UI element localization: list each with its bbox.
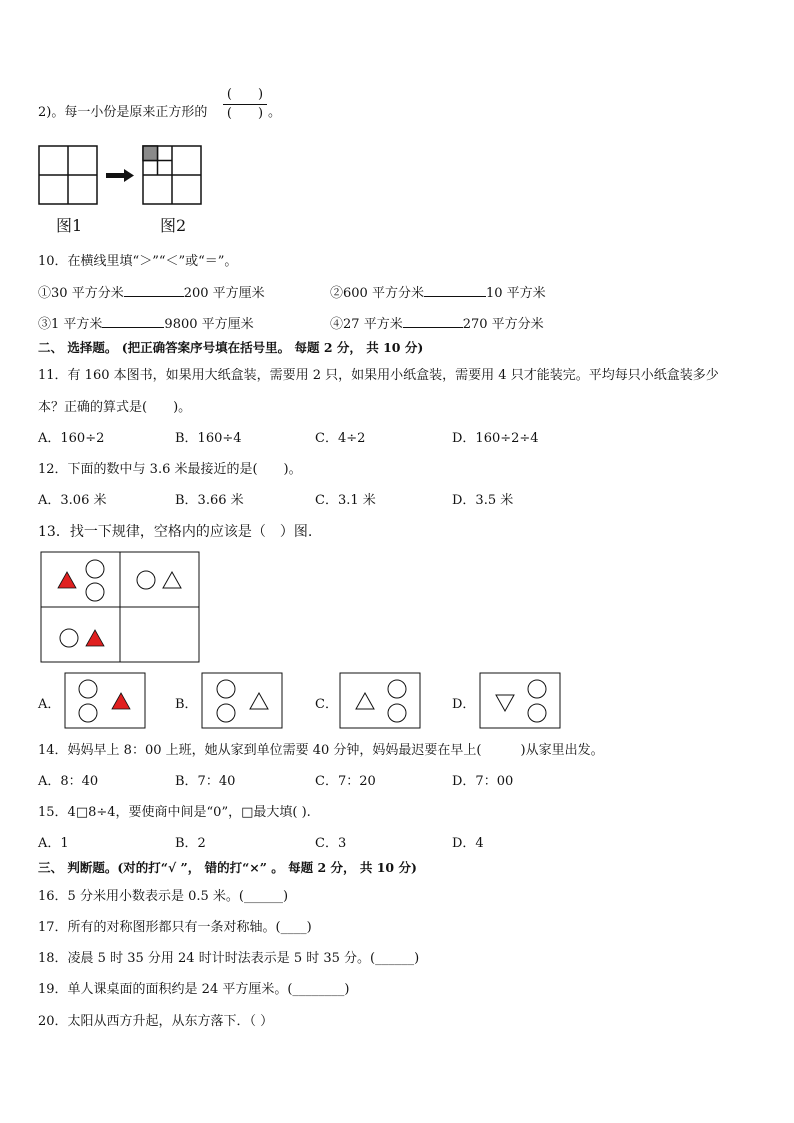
q15-option-b[interactable]: B．2: [175, 836, 206, 851]
q18-text: 18．凌晨 5 时 35 分用 24 时计时法表示是 5 时 35 分。(______): [38, 951, 420, 966]
q13-text: 13．找一下规律，空格内的应该是（ ）图.: [38, 524, 313, 540]
item-right: 9800 平方厘米: [164, 317, 254, 332]
q13-option-b[interactable]: B．: [175, 697, 198, 712]
figure-1-label: 图1: [56, 216, 83, 235]
q15-option-c[interactable]: C．3: [315, 836, 347, 851]
red-triangle-icon: [86, 630, 104, 646]
q12-option-a[interactable]: A．3.06 米: [38, 493, 107, 508]
q16-text: 16．5 分米用小数表示是 0.5 米。(______): [38, 889, 289, 904]
circle-icon: [86, 560, 104, 578]
circle-icon: [86, 583, 104, 601]
q15-option-a[interactable]: A．1: [38, 836, 69, 851]
q11-line-1: 11．有 160 本图书，如果用大纸盒装，需要用 2 只，如果用小纸盒装，需要用 4 只才能装完。平均每只小纸盒装多少: [38, 368, 719, 383]
q9-text: 2)。每一小份是原来正方形的: [38, 105, 208, 120]
q12-option-d[interactable]: D．3.5 米: [452, 493, 514, 508]
figure-2-label: 图2: [160, 216, 187, 235]
item-number: ②: [330, 286, 344, 301]
q9-end: 。: [268, 105, 282, 120]
item-left: 1 平方米: [51, 317, 103, 332]
section-3-title: 三、 判断题。(对的打“√ ”， 错的打“×” 。 每题 2 分， 共 10 分): [38, 860, 417, 875]
item-right: 270 平方分米: [462, 317, 544, 332]
circle-icon: [60, 629, 78, 647]
section-2-title: 二、 选择题。 (把正确答案序号填在括号里。 每题 2 分， 共 10 分): [38, 340, 424, 355]
item-number: ③: [38, 317, 52, 332]
item-right: 200 平方厘米: [183, 286, 265, 301]
q11-option-d[interactable]: D．160÷2÷4: [452, 431, 539, 446]
q13-option-a[interactable]: A．: [38, 697, 61, 712]
item-left: 27 平方米: [343, 317, 403, 332]
option-b-figure: [202, 673, 282, 728]
q11-line-2: 本？正确的算式是( )。: [38, 400, 192, 415]
q11-option-b[interactable]: B．160÷4: [175, 431, 242, 446]
q12-option-b[interactable]: B．3.66 米: [175, 493, 244, 508]
item-left: 600 平方分米: [343, 286, 424, 301]
item-left: 30 平方分米: [51, 286, 124, 301]
q10-title: 10．在横线里填“＞”“＜”或“＝”。: [38, 254, 238, 269]
item-number: ①: [38, 286, 52, 301]
q12-text: 12．下面的数中与 3.6 米最接近的是( )。: [38, 462, 302, 477]
option-d-figure: [480, 673, 560, 728]
red-triangle-icon: [58, 572, 76, 588]
circle-icon: [137, 571, 155, 589]
q14-option-c[interactable]: C．7：20: [315, 774, 376, 789]
q20-text: 20．太阳从西方升起，从东方落下．（ ）: [38, 1014, 274, 1029]
option-a-figure: [65, 673, 145, 728]
item-number: ④: [330, 317, 344, 332]
q14-option-d[interactable]: D．7：00: [452, 774, 514, 789]
q15-option-d[interactable]: D．4: [452, 836, 484, 851]
q14-option-a[interactable]: A．8：40: [38, 774, 99, 789]
fraction-numerator: ( ): [226, 87, 264, 102]
q11-option-c[interactable]: C．4÷2: [315, 431, 366, 446]
triangle-icon: [163, 572, 181, 588]
q17-text: 17．所有的对称图形都只有一条对称轴。(____): [38, 920, 312, 935]
q19-text: 19．单人课桌面的面积约是 24 平方厘米。(________): [38, 982, 350, 997]
q13-option-d[interactable]: D．: [452, 697, 476, 712]
q14-option-b[interactable]: B．7：40: [175, 774, 236, 789]
option-c-figure: [340, 673, 420, 728]
q15-text: 15．4□8÷4，要使商中间是“0”，□最大填( ).: [38, 805, 311, 820]
item-right: 10 平方米: [485, 286, 546, 301]
q12-option-c[interactable]: C．3.1 米: [315, 493, 376, 508]
q13-option-c[interactable]: C．: [315, 697, 338, 712]
q14-text: 14．妈妈早上 8：00 上班，她从家到单位需要 40 分钟，妈妈最迟要在早上( )从家里出发。: [38, 743, 604, 758]
fraction-denominator: ( ): [226, 106, 264, 121]
q11-option-a[interactable]: A．160÷2: [38, 431, 105, 446]
